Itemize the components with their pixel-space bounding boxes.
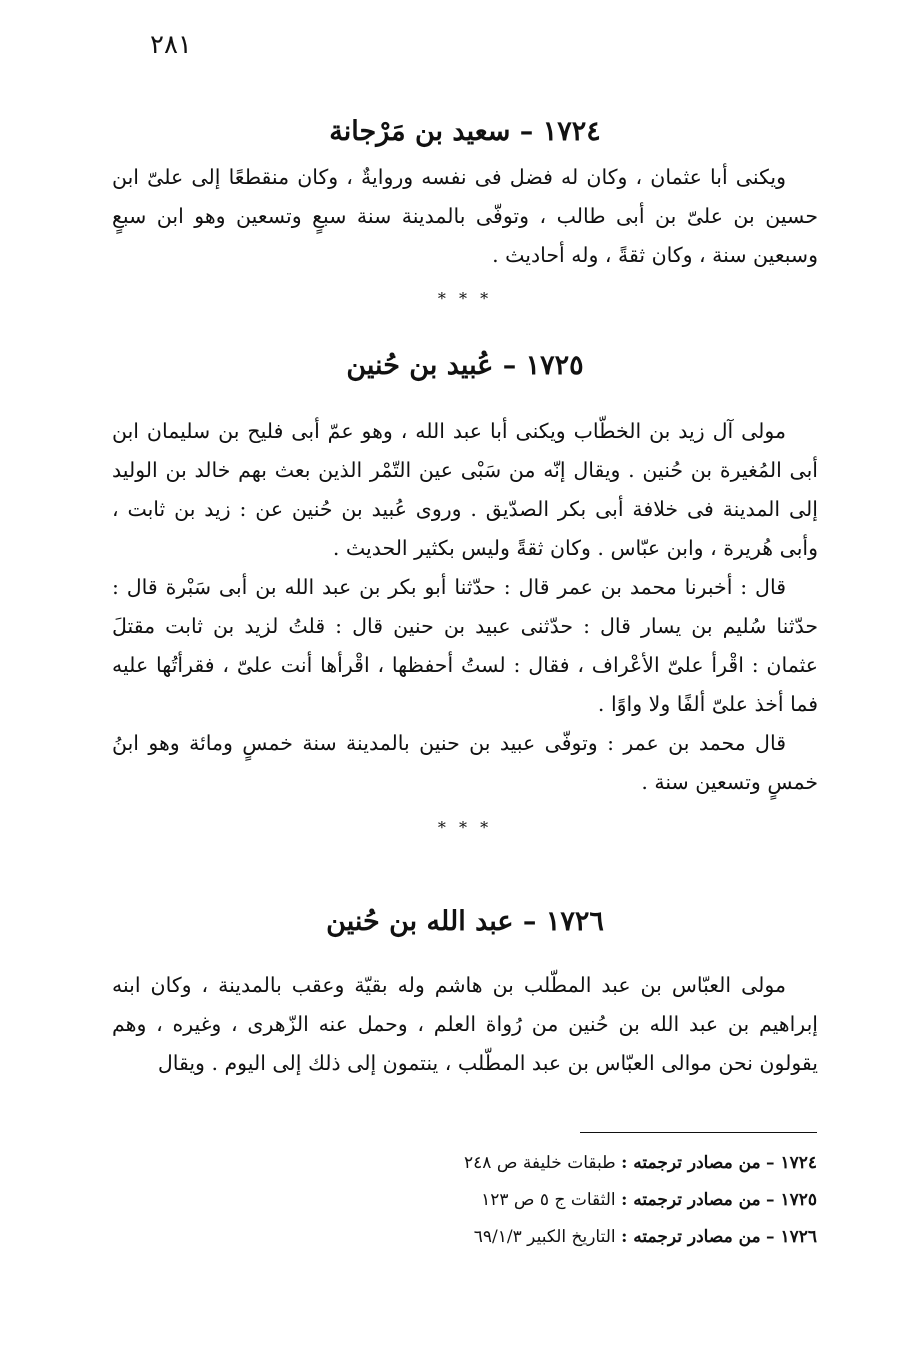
- entry-1726: [112, 902, 818, 1083]
- footnote-label: من مصادر ترجمته :: [621, 1227, 761, 1247]
- entry-paragraph: ويكنى أبا عثمان ، وكان له فضل فى نفسه وروايةٌ ، وكان منقطعًا إلى علىّ ابن حسين بن علىّ بن أبى طالب ، وتوفّى بالمدينة سنة سبعٍ وتسعين وهو ابن سبعٍ وسبعين سنة ، وكان ثقةً ، وله أحاديث .: [112, 165, 818, 267]
- footnote-1724: [300, 1145, 817, 1182]
- entry-paragraph: مولى العبّاس بن عبد المطّلب بن هاشم وله بقيّة وعقب بالمدينة ، وكان ابنه إبراهيم بن عبد الله بن حُنين من رُواة العلم ، وحمل عنه الزّهرى ، وغيره ، وهم يقولون نحن موالى العبّاس بن عبد المطّلب ، ينتمون إلى ذلك إلى اليوم . ويقال: [112, 973, 818, 1075]
- section-separator: * * *: [437, 818, 493, 837]
- entry-1725: [112, 346, 818, 837]
- section-separator: * * *: [437, 289, 493, 308]
- entry-paragraph: قال : أخبرنا محمد بن عمر قال : حدّثنا أبو بكر بن عبد الله بن أبى سَبْرة قال : حدّثنا سُليم بن يسار قال : حدّثنى عبيد بن حنين قال : قلتُ لزيد بن ثابت مقتلَ عثمان : اقْرأ علىّ الأعْراف ، فقال : لستُ أحفظها ، اقْرأها أنت علىّ ، فقرأتُها عليه فما أخذ علىّ ألفًا ولا واوًا .: [112, 575, 818, 716]
- footnote-number: ١٧٢٤ –: [766, 1153, 817, 1173]
- entry-paragraph: قال محمد بن عمر : وتوفّى عبيد بن حنين بالمدينة سنة خمسٍ ومائة وهو ابنُ خمسٍ وتسعين سنة .: [112, 731, 818, 794]
- entry-title: ١٧٢٥ – عُبيد بن حُنين: [346, 350, 584, 381]
- footnote-source: طبقات خليفة ص ٢٤٨: [464, 1153, 616, 1173]
- footnote-number: ١٧٢٥ –: [766, 1190, 817, 1210]
- footnote-label: من مصادر ترجمته :: [621, 1190, 761, 1210]
- entry-1724: [112, 112, 818, 308]
- footnote-number: ١٧٢٦ –: [766, 1227, 817, 1247]
- footnote-divider: [580, 1132, 817, 1133]
- entry-title: ١٧٢٦ – عبد الله بن حُنين: [326, 906, 604, 937]
- page-number: ٢٨١: [150, 30, 192, 60]
- entry-title: ١٧٢٤ – سعيد بن مَرْجانة: [329, 116, 601, 147]
- footnote-1725: [300, 1182, 817, 1219]
- entry-paragraph: مولى آل زيد بن الخطّاب ويكنى أبا عبد الله ، وهو عمّ أبى فليح بن سليمان ابن أبى المُغيرة بن حُنين . ويقال إنّه من سَبْى عين التّمْر الذين بعث بهم خالد بن الوليد إلى المدينة فى خلافة أبى بكر الصدّيق . وروى عُبيد بن حُنين عن : زيد بن ثابت ، وأبى هُريرة ، وابن عبّاس . وكان ثقةً وليس بكثير الحديث .: [112, 419, 818, 560]
- footnote-source: الثقات ج ٥ ص ١٢٣: [481, 1190, 616, 1210]
- footnote-label: من مصادر ترجمته :: [621, 1153, 761, 1173]
- footnote-source: التاريخ الكبير ٦٩/١/٣: [473, 1227, 616, 1247]
- footnotes: [300, 1145, 817, 1256]
- footnote-1726: [300, 1219, 817, 1256]
